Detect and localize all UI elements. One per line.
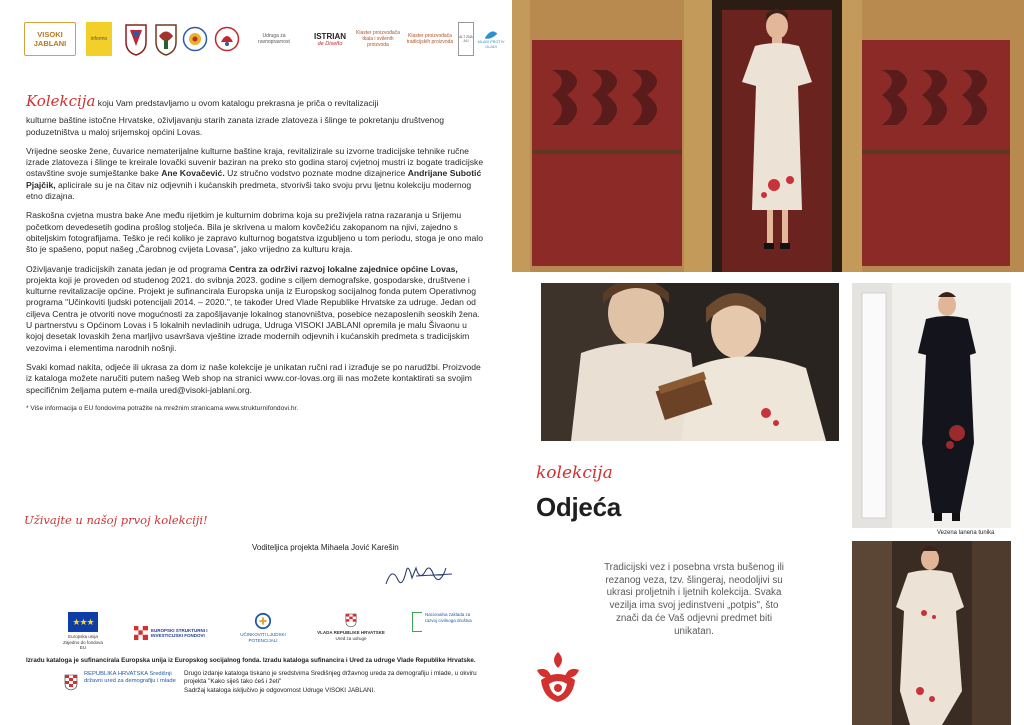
enjoy-slogan: Uživajte u našoj prvoj kolekciji! bbox=[24, 513, 208, 527]
association-round-logo-2-icon bbox=[214, 22, 240, 56]
visoki-jablani-logo: VISOKI JABLANI bbox=[24, 22, 76, 56]
model-doorway-photo bbox=[512, 0, 1024, 272]
ljudski-potencijali-logo: UČINKOVITI LJUDSKI POTENCIJALI bbox=[238, 612, 288, 654]
istrian-logo: ISTRIAN de Diseño bbox=[314, 31, 346, 47]
intro-paragraph-2: Vrijedne seoske žene, čuvarice nematerijalne kulturne baštine kraja, revitalizirale su izvorne tradicijske tehnike ručne izrade zlatoveza i šlinge te kreirale lovački suvenir baziran na preko sto godina staroj cvjetnoj mustri iz bogate tradicijske ostavštine svoje sumještanke bake Ane Kovačević. Uz stručno vodstvo poznate modne dizajnerice Andrijane Subotić Pjajčik, aplicirale su je na čitav niz odjevnih i kućanskih predmeta, stvorivši tako svoju prvu ljetnu kolekciju modernog etno dizajna. bbox=[26, 145, 484, 202]
section-title: Odjeća bbox=[536, 492, 621, 522]
association-round-logo-icon bbox=[182, 22, 208, 56]
intro-paragraph-4: Oživljavanje tradicijskih zanata jedan je od programa Centra za održivi razvoj lokalne zajednice općine Lovas, projekta koji je proveden od studenog 2021. do svibnja 2023. godine s ciljem demografske, gospodarske, društvene i kulturne revitalizacije općine. Projekt je sufinancirala Europska unija iz Europskog socijalnog fonda putem Operativnog programa "Učinkoviti ljudski potencijali 2014. – 2020.", te također Ured Vlade Republike Hrvatske za udruge. Jedan od ciljeva Centra je otvoriti nove mogućnosti za zapošljavanje lokalnog stanovništva, posebice nezaposlenih seoskih žena. U partnerstvu s Općinom Lovas i 5 lokalnih nevladinih udruga, Udruga VISOKI JABLANI opremila je malu Šivaonu u kojoj desetak lovaskih žena marljivo usavršava vještine izrade modernih odjevnih i kućanskih predmeta s tradicijskim vezovima i elementima narodnih nošnji. bbox=[26, 263, 480, 353]
project-leader: Voditeljica projekta Mihaela Jović Karešin bbox=[252, 543, 399, 552]
women-with-box-photo bbox=[541, 283, 839, 441]
esif-logo: EUROPSKI STRUKTURNI I INVESTICIJSKI FONDOVI bbox=[134, 612, 214, 654]
cofinancing-line: Izradu kataloga je sufinancirala Europska unija iz Europskog socijalnog fonda. Izradu kataloga sufinancira i Ured za udruge Vlade Republike Hrvatske. bbox=[26, 657, 476, 664]
partner-logos-row bbox=[24, 22, 505, 58]
kolekcija-word: kolekcija bbox=[536, 463, 613, 483]
klaster-logo-2: Klaster proizvođača tradicijskih proizvoda bbox=[406, 33, 454, 45]
intro-paragraph-1: Kolekcija koju Vam predstavljamo u ovom katalogu prekrasna je priča o revitalizaciji bbox=[26, 92, 379, 110]
esf-icon bbox=[254, 612, 272, 630]
photo-caption: Vezena lanena tunika bbox=[937, 530, 995, 536]
coat-of-arms-2-icon bbox=[154, 22, 178, 56]
eu-funds-note: * Više informacija o EU fondovima potražite na mrežnim stranicama www.strukturnifondovi.hr. bbox=[26, 404, 299, 412]
zaklada-logo: Nacionalna zaklada za razvoj civilnoga društva bbox=[412, 612, 472, 654]
croatian-crest-icon bbox=[345, 612, 357, 628]
signature-icon bbox=[382, 558, 462, 592]
print-note: Drugo izdanje kataloga tiskano je sredstvima Središnjeg državnog ureda za demografiju i mlade, u okviru projekta "Kako siješ tako ćeš i žeti" Sadržaj kataloga isključivo je odgovornost Udruge VISOKI JABLANI. bbox=[184, 670, 477, 695]
lovas-coat-of-arms-icon bbox=[124, 22, 148, 56]
funders-logos-row bbox=[60, 612, 480, 654]
croatia-checker-icon bbox=[134, 626, 148, 640]
croatian-crest-icon bbox=[64, 673, 78, 691]
intro-paragraph-1b: kulturne baštine istočne Hrvatske, oživljavanju starih zanata izrade zlatoveza i šlinge te pokretanju društvenog poduzetništva u maloj srijemskoj općini Lovas. bbox=[26, 115, 444, 137]
mladi-protiv-gladi-logo: MLADI PROTIV GLADI bbox=[476, 22, 506, 56]
flower-motif-icon bbox=[533, 648, 583, 706]
linen-tunic-photo bbox=[852, 541, 1011, 725]
eu-logo: ★★★ Europska unija Zajedno do fondova EU bbox=[60, 612, 106, 654]
informo-logo: informo bbox=[86, 22, 112, 56]
ministry-logo: REPUBLIKA HRVATSKA Središnji državni ured za demografiju i mlade bbox=[64, 671, 180, 701]
leaf-icon bbox=[483, 29, 499, 40]
kolekcija-lead-word: Kolekcija bbox=[26, 92, 96, 110]
intro-text bbox=[26, 92, 484, 421]
vlada-logo: VLADA REPUBLIKE HRVATSKE Ured za udruge bbox=[316, 612, 386, 654]
section-description: Tradicijski vez i posebna vrsta bušenog ili rezanog veza, tzv. šlingeraj, neodoljivi su ukrasi proljetnih i ljetnih kolekcija. Svaka vezilja ima svoj jedinstveni „potpis", što znači da će Vaš odjevni predmet biti unikatan. bbox=[604, 562, 784, 637]
eu-flag-icon: ★★★ bbox=[68, 612, 98, 632]
zenska-udruga-logo: Udruga za ravnopravnost bbox=[258, 33, 290, 45]
intro-paragraph-5: Svaki komad nakita, odjeće ili ukrasa za dom iz naše kolekcije je unikatan ručni rad i izrađuje se po narudžbi. Proizvode iz kataloga možete naručiti putem našeg Web shop na stranici www.cor-lovas.org ili nas možete kontaktirati sa svojim specifičnim željama putem e-maila ured@visoki-jablani.org. bbox=[26, 361, 481, 395]
intro-paragraph-3: Raskošna cvjetna mustra bake Ane među rijetkim je kulturnim dobrima koja su preživjela ratna razaranja u Srijemu početkom devedesetih godina prošlog stoljeća. Bila je skrivena u malom kovčežiću zakopanom na njivi, zajedno s obiteljskim fotografijama. Teško je reći koliko je zapravo kulturnog bogatstva izgubljeno u tom periodu, stoga je ono malo što je spašeno, poput našeg „Čarobnog cvijeta Lovasa", jako vrijedno za kulturu kraja. bbox=[26, 210, 483, 255]
black-tunic-photo bbox=[852, 283, 1011, 528]
alt-logo: ALT ZNA ALI bbox=[458, 22, 474, 56]
klaster-logo-1: Klaster proizvođača tkala i svilenih proizvoda bbox=[356, 30, 400, 48]
